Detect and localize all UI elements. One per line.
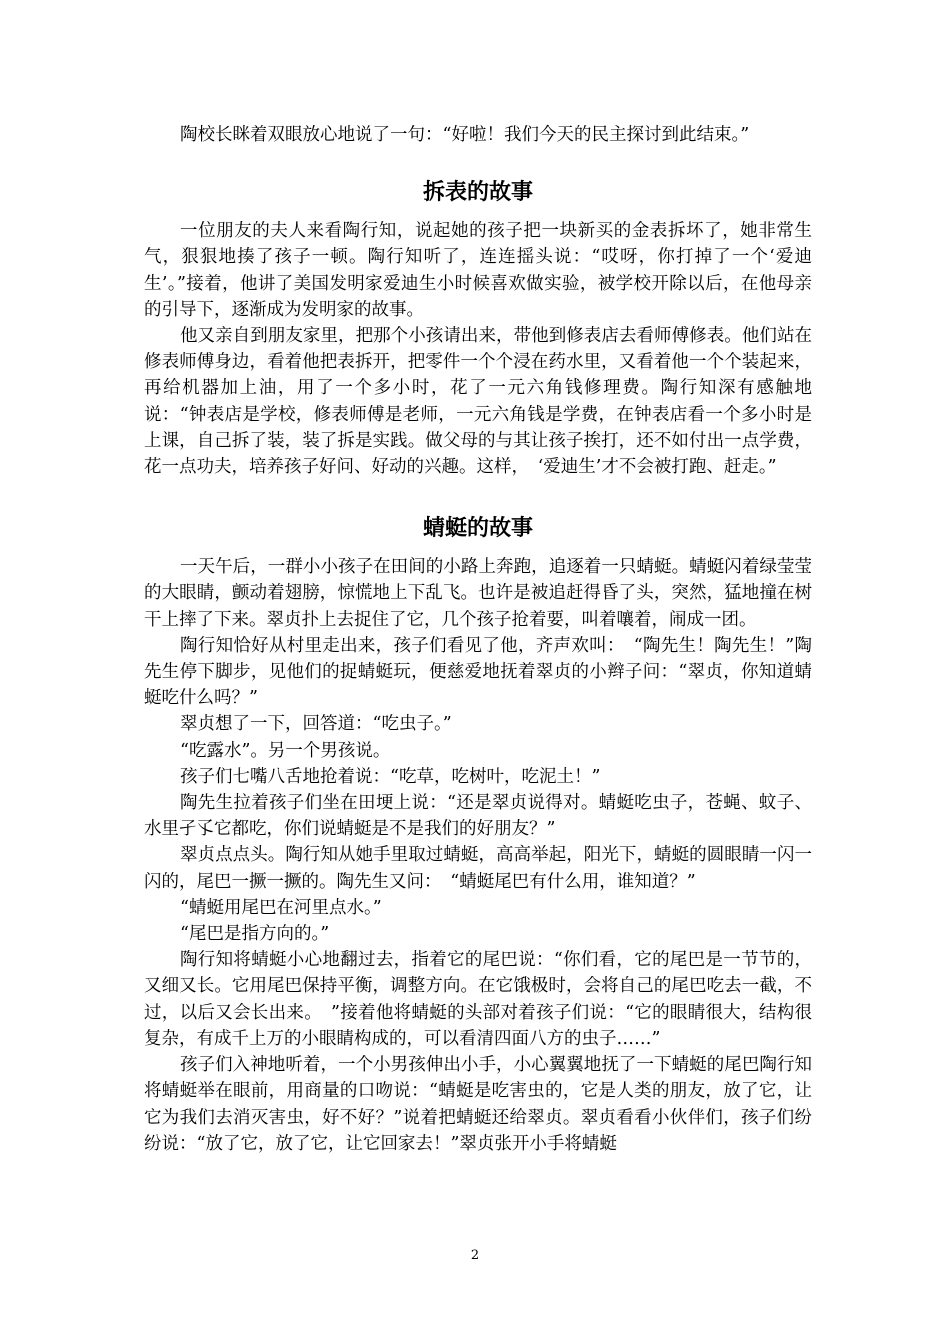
section-title-watch: 拆表的故事 (422, 180, 533, 206)
page-number: 2 (470, 1248, 480, 1263)
paragraph: 他又亲自到朋友家里，把那个小孩请出来，带他到修表店去看师傅修表。他们站在修表师傅身边，看着他把表拆开，把零件一个个浸在药水里，又看着他一个个装起来，再给机器加上油，用了一个多小时，花了一元六角钱修理费。陶行知深有感触地说：“钟表店是学校，修表师傅是老师，一元六角钱是学费，在钟表店看一个多小时是上课，自己拆了装，装了拆是实践。做父母的与其让孩子挨打，还不如付出一点学费，花一点功夫，培养孩子好问、好动的兴趣。这样， ‘爱迪生’才不会被打跑、赶走。” (144, 326, 812, 478)
paragraph: 陶先生拉着孩子们坐在田埂上说：“还是翠贞说得对。蜻蜓吃虫子，苍蝇、蚊子、水里孑孓它都吃，你们说蜻蜓是不是我们的好朋友？” (144, 793, 812, 840)
intro-paragraph: 陶校长眯着双眼放心地说了一句：“好啦！我们今天的民主探讨到此结束。” (180, 125, 750, 145)
paragraph: 孩子们入神地听着，一个小男孩伸出小手，小心翼翼地抚了一下蜻蜓的尾巴陶行知将蜻蜓举在眼前，用商量的口吻说：“蜻蜓是吃害虫的，它是人类的朋友，放了它，让它为我们去消灭害虫，好不好？”说着把蜻蜓还给翠贞。翠贞看看小伙伴们，孩子们纷纷说：“放了它，放了它，让它回家去！”翠贞张开小手将蜻蜓 (144, 1055, 812, 1154)
paragraph: 陶行知将蜻蜓小心地翻过去，指着它的尾巴说：“你们看，它的尾巴是一节节的，又细又长。它用尾巴保持平衡，调整方向。在它饿极时，会将自己的尾巴吃去一截，不过，以后又会长出来。 ”接着他将蜻蜓的头部对着孩子们说：“它的眼睛很大，结构很复杂，有成千上万的小眼睛构成的，可以看清四面八方的虫子……” (144, 950, 812, 1049)
paragraph: “吃露水”。另一个男孩说。 (180, 740, 391, 761)
paragraph: 孩子们七嘴八舌地抢着说：“吃草，吃树叶，吃泥土！” (180, 766, 601, 787)
paragraph: 一位朋友的夫人来看陶行知，说起她的孩子把一块新买的金表拆坏了，她非常生气，狠狠地揍了孩子一顿。陶行知听了，连连摇头说：“哎呀，你打掉了一个‘爱迪生’。”接着，他讲了美国发明家爱迪生小时候喜欢做实验，被学校开除以后，在他母亲的引导下，逐渐成为发明家的故事。 (144, 221, 812, 320)
paragraph: 翠贞点点头。陶行知从她手里取过蜻蜓，高高举起，阳光下，蜻蜓的圆眼睛一闪一闪的，尾巴一撅一撅的。陶先生又问： “蜻蜓尾巴有什么用，谁知道？” (144, 845, 812, 892)
paragraph: 一天午后，一群小小孩子在田间的小路上奔跑，追逐着一只蜻蜓。蜻蜓闪着绿莹莹的大眼睛，颤动着翅膀，惊慌地上下乱飞。也许是被追赶得昏了头，突然，猛地撞在树干上摔了下来。翠贞扑上去捉住了它，几个孩子抢着要，叫着嚷着，闹成一团。 (144, 557, 812, 630)
paragraph: 陶行知恰好从村里走出来，孩子们看见了他，齐声欢叫： “陶先生！陶先生！”陶先生停下脚步，见他们的捉蜻蜓玩，便慈爱地抚着翠贞的小辫子问：“翠贞，你知道蜻蜓吃什么吗？” (144, 635, 812, 709)
paragraph: “蜻蜓用尾巴在河里点水。” (180, 897, 382, 918)
paragraph: 翠贞想了一下，回答道：“吃虫子。” (180, 714, 452, 735)
paragraph: “尾巴是指方向的。” (180, 924, 330, 945)
document-page (144, 122, 812, 1157)
section-title-dragonfly: 蜻蜓的故事 (422, 516, 533, 542)
